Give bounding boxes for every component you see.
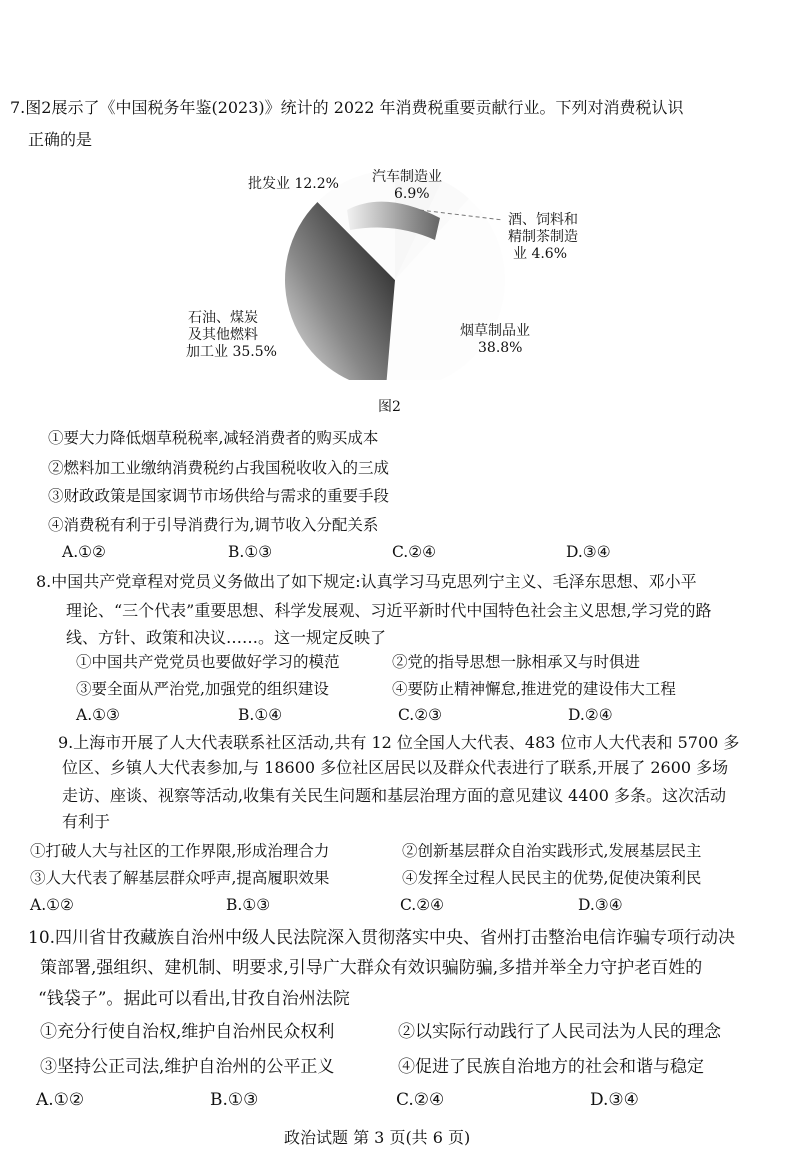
q10-choice-a: A.①② <box>36 1090 85 1110</box>
figure-caption: 图2 <box>378 399 401 415</box>
q7-stem-line1: 7.图2展示了《中国税务年鉴(2023)》统计的 2022 年消费税重要贡献行业。下列对消费税认识 <box>10 98 684 117</box>
q9-line2: 位区、乡镇人大代表参加,与 18600 多位社区居民以及群众代表进行了联系,开展了 2600 多场 <box>62 758 729 777</box>
q7-choice-a: A.①② <box>62 543 106 561</box>
q9-line3: 走访、座谈、视察等活动,收集有关民生问题和基层治理方面的意见建议 4400 多条。这次活动 <box>62 786 726 805</box>
q8-option-1: ①中国共产党党员也要做好学习的模范 <box>76 653 340 671</box>
pie-label-oil-3: 加工业 35.5% <box>186 344 277 360</box>
pie-label-liquor-3: 业 4.6% <box>513 246 568 262</box>
pie-label-liquor-1: 酒、饲料和 <box>508 212 578 228</box>
q9-option-2: ②创新基层群众自治实践形式,发展基层民主 <box>402 842 702 860</box>
q9-choice-a: A.①② <box>30 896 74 914</box>
pie-label-tobacco: 烟草制品业 <box>460 323 530 339</box>
q7-option-1: ①要大力降低烟草税税率,减轻消费者的购买成本 <box>48 429 379 447</box>
q8-option-3: ③要全面从严治党,加强党的组织建设 <box>76 680 329 698</box>
q9-choice-d: D.③④ <box>578 896 623 914</box>
q8-option-4: ④要防止精神懈怠,推进党的建设伟大工程 <box>392 680 676 698</box>
q9-line4: 有利于 <box>62 812 111 831</box>
q7-choice-d: D.③④ <box>566 543 611 561</box>
q8-choice-b: B.①④ <box>238 706 283 724</box>
q9-option-4: ④发挥全过程人民民主的优势,促使决策利民 <box>402 869 702 887</box>
q10-option-3: ③坚持公正司法,维护自治州的公平正义 <box>40 1057 335 1077</box>
pie-label-wholesale: 批发业 12.2% <box>248 176 339 192</box>
q9-choice-b: B.①③ <box>226 896 271 914</box>
q7-option-4: ④消费税有利于引导消费行为,调节收入分配关系 <box>48 516 379 534</box>
pie-label-auto: 汽车制造业 <box>372 169 442 185</box>
q10-choice-d: D.③④ <box>590 1090 639 1110</box>
q10-option-2: ②以实际行动践行了人民司法为人民的理念 <box>398 1022 721 1042</box>
q10-line1: 10.四川省甘孜藏族自治州中级人民法院深入贯彻落实中央、省州打击整治电信诈骗专项行动决 <box>28 928 736 948</box>
q9-option-3: ③人大代表了解基层群众呼声,提高履职效果 <box>30 869 330 887</box>
q7-stem-line2: 正确的是 <box>28 130 93 149</box>
q8-choice-a: A.①③ <box>76 706 120 724</box>
q8-option-2: ②党的指导思想一脉相承又与时俱进 <box>392 653 641 671</box>
q7-option-3: ③财政政策是国家调节市场供给与需求的重要手段 <box>48 487 390 505</box>
pie-label-oil-2: 及其他燃料 <box>188 327 258 343</box>
q8-line2: 理论、“三个代表”重要思想、科学发展观、习近平新时代中国特色社会主义思想,学习党的路 <box>66 601 712 620</box>
q10-line2: 策部署,强组织、建机制、明要求,引导广大群众有效识骗防骗,多措并举全力守护老百姓的 <box>40 958 703 978</box>
q7-choice-c: C.②④ <box>392 543 437 561</box>
q8-line1: 8.中国共产党章程对党员义务做出了如下规定:认真学习马克思列宁主义、毛泽东思想、邓小平 <box>36 572 697 591</box>
q7-choice-b: B.①③ <box>228 543 273 561</box>
q9-choice-c: C.②④ <box>400 896 445 914</box>
q8-choice-c: C.②③ <box>398 706 443 724</box>
q9-line1: 9.上海市开展了人大代表联系社区活动,共有 12 位全国人大代表、483 位市人大代表和 5700 多 <box>58 733 740 752</box>
pie-value-auto: 6.9% <box>394 186 430 202</box>
q10-line3: “钱袋子”。据此可以看出,甘孜自治州法院 <box>38 989 350 1009</box>
page-footer: 政治试题 第 3 页(共 6 页) <box>284 1128 471 1147</box>
q7-option-2: ②燃料加工业缴纳消费税约占我国税收收入的三成 <box>48 459 390 477</box>
q10-option-1: ①充分行使自治权,维护自治州民众权利 <box>40 1022 335 1042</box>
q10-option-4: ④促进了民族自治地方的社会和谐与稳定 <box>398 1057 704 1077</box>
q10-choice-c: C.②④ <box>396 1090 445 1110</box>
q8-choice-d: D.②④ <box>568 706 613 724</box>
pie-value-tobacco: 38.8% <box>478 340 523 356</box>
pie-label-oil-1: 石油、煤炭 <box>188 310 258 326</box>
q8-line3: 线、方针、政策和决议……。这一规定反映了 <box>66 628 387 647</box>
q9-option-1: ①打破人大与社区的工作界限,形成治理合力 <box>30 842 330 860</box>
q10-choice-b: B.①③ <box>210 1090 259 1110</box>
pie-label-liquor-2: 精制茶制造 <box>508 229 578 245</box>
